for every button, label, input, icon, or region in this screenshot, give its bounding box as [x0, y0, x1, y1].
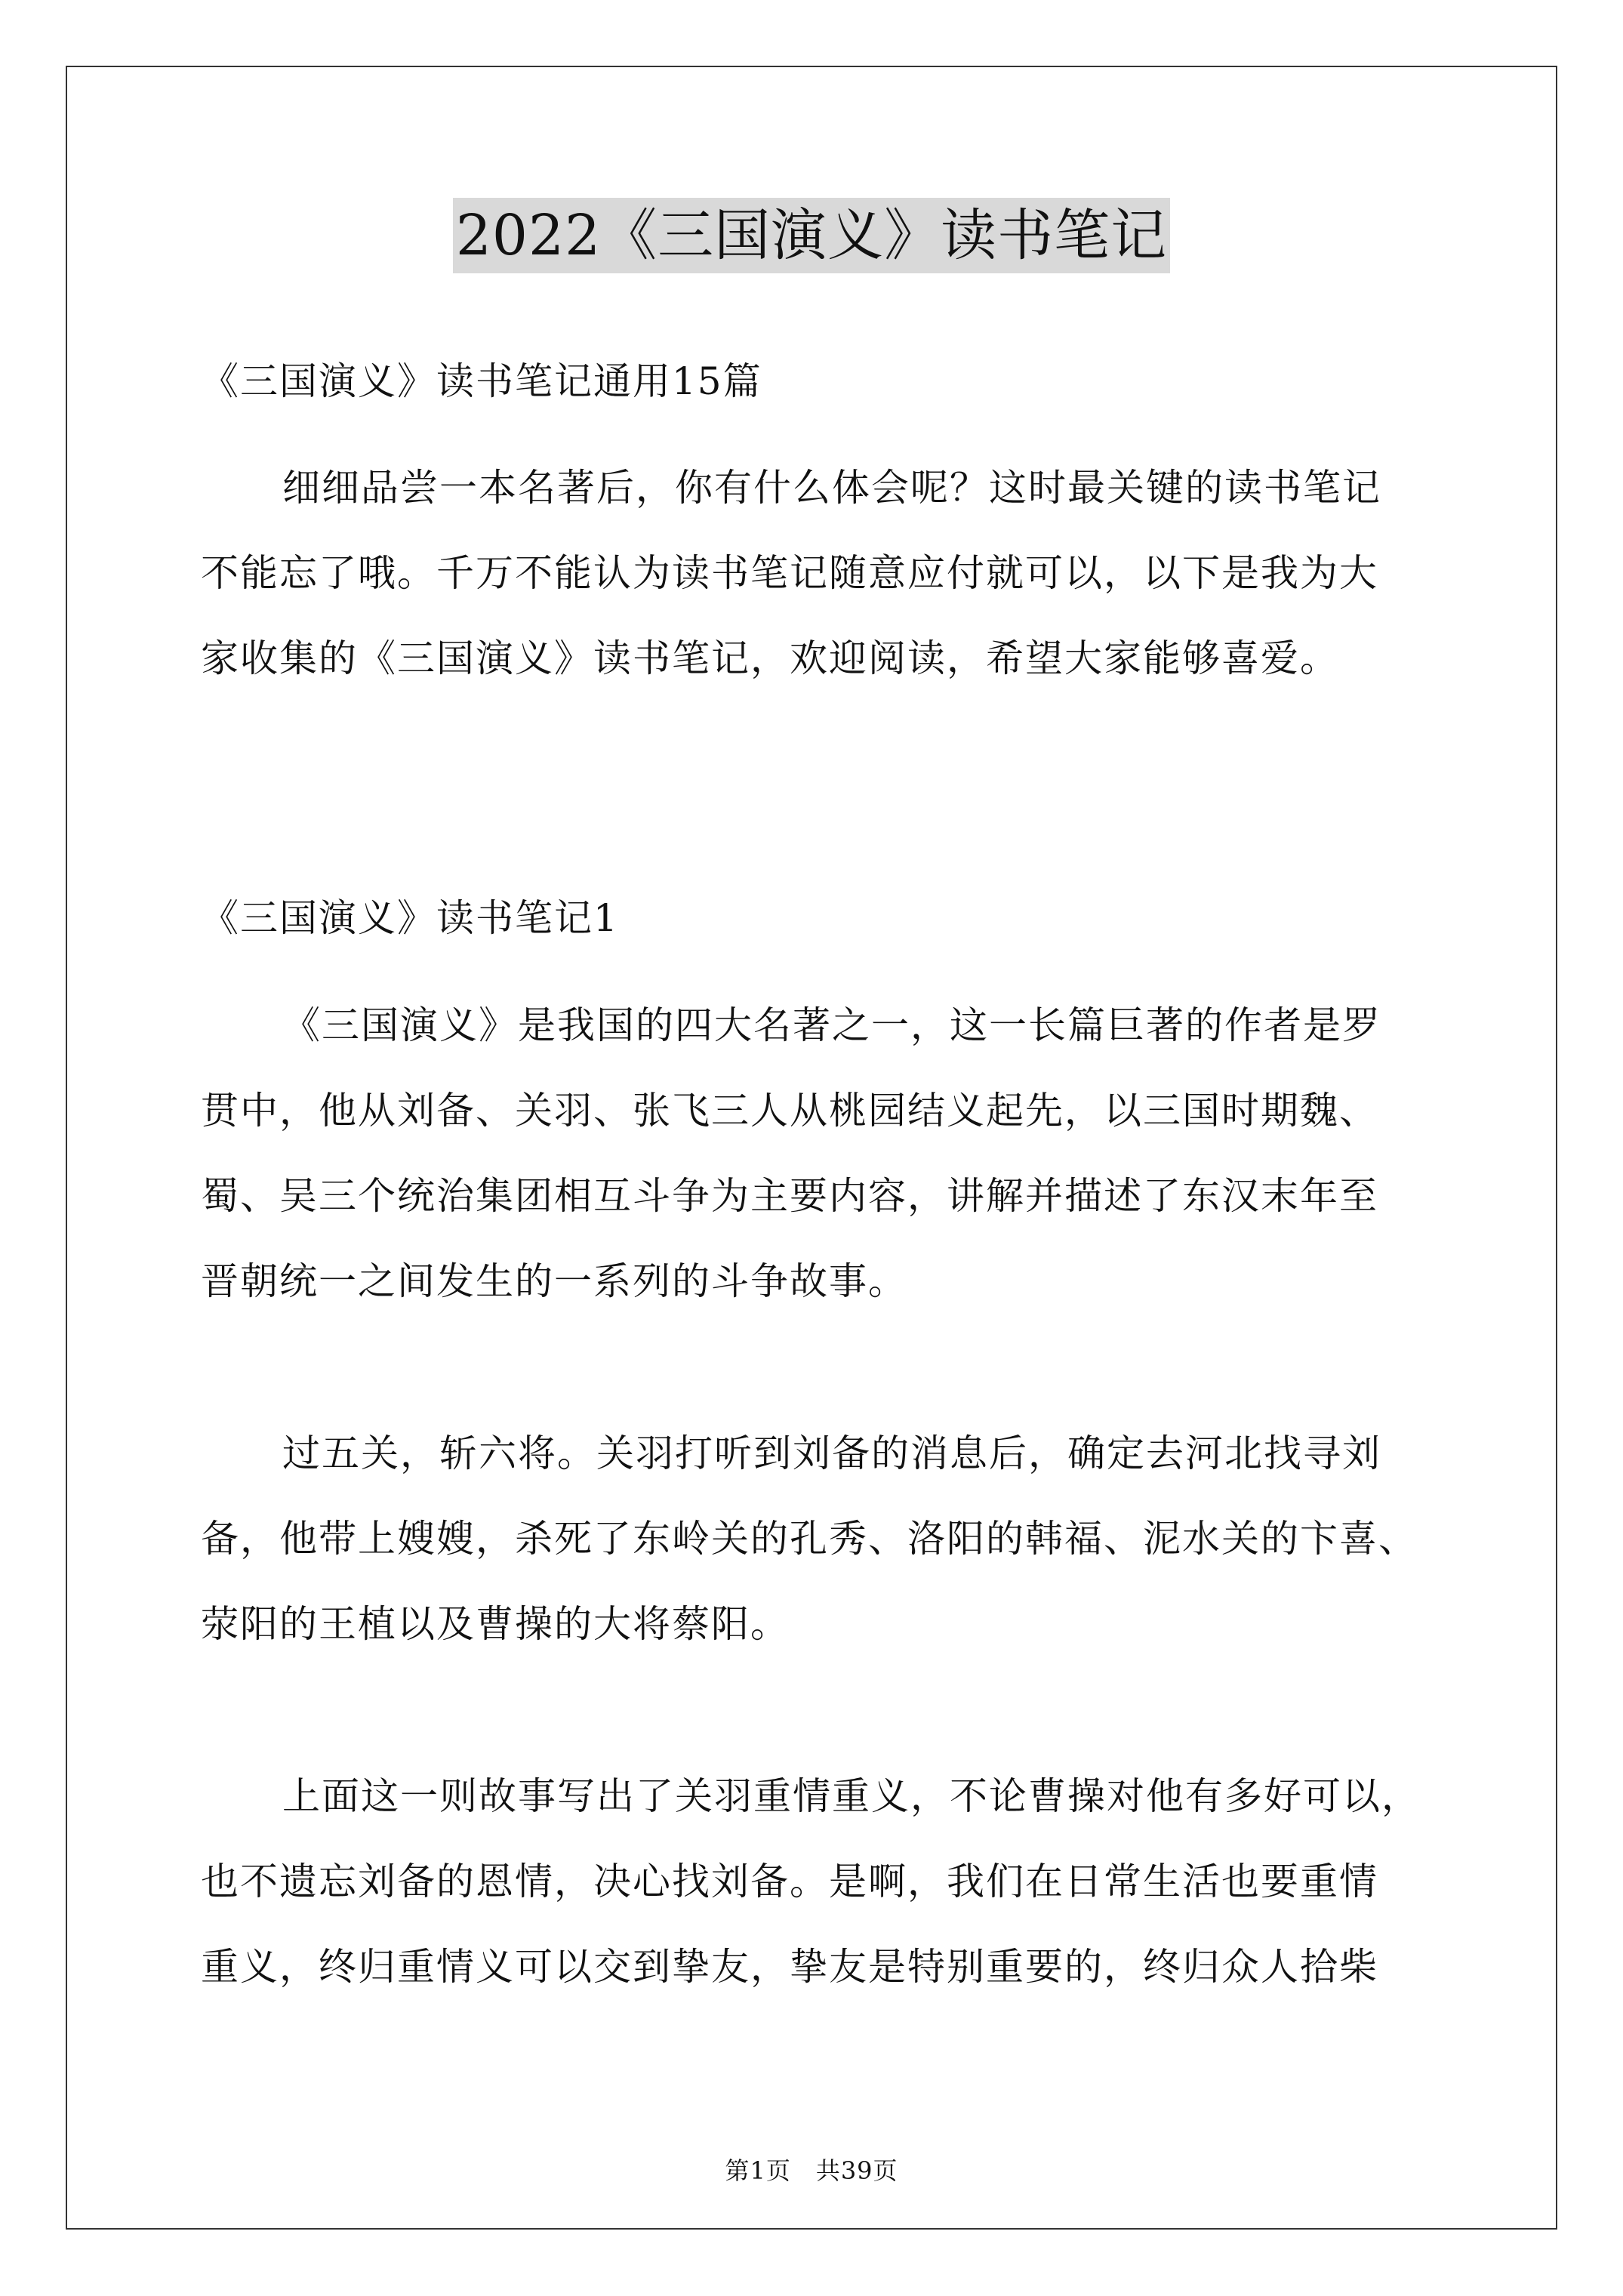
- paragraph-1: [201, 983, 1439, 1324]
- paragraph-line: 上面这一则故事写出了关羽重情重义，不论曹操对他有多好可以，: [282, 1774, 1421, 1818]
- section-heading: 《三国演义》读书笔记1: [201, 896, 619, 940]
- paragraph-line: 也不遗忘刘备的恩情，决心找刘备。是啊，我们在日常生活也要重情: [201, 1860, 1378, 1903]
- paragraph-line: 贯中，他从刘备、关羽、张飞三人从桃园结义起先，以三国时期魏、: [201, 1089, 1378, 1133]
- paragraph-line: 《三国演义》是我国的四大名著之一，这一长篇巨著的作者是罗: [282, 1003, 1381, 1047]
- document-subtitle: 《三国演义》读书笔记通用15篇: [201, 359, 762, 403]
- document-title: 2022《三国演义》读书笔记: [453, 198, 1170, 273]
- paragraph-2: [201, 1411, 1439, 1667]
- intro-line: 细细品尝一本名著后，你有什么体会呢？这时最关键的读书笔记: [282, 466, 1381, 510]
- paragraph-3: [201, 1754, 1439, 2010]
- page-footer: 第1页 共39页: [725, 2156, 898, 2185]
- paragraph-line: 备，他带上嫂嫂，杀死了东岭关的孔秀、洛阳的韩福、泥水关的卞喜、: [201, 1517, 1418, 1561]
- paragraph-line: 晋朝统一之间发生的一系列的斗争故事。: [201, 1259, 907, 1303]
- paragraph-line: 重义，终归重情义可以交到挚友，挚友是特别重要的，终归众人拾柴: [201, 1945, 1378, 1989]
- title-container: [0, 198, 1623, 273]
- paragraph-line: 过五关，斩六将。关羽打听到刘备的消息后，确定去河北找寻刘: [282, 1432, 1381, 1475]
- intro-line: 家收集的《三国演义》读书笔记，欢迎阅读，希望大家能够喜爱。: [201, 636, 1339, 680]
- intro-line: 不能忘了哦。千万不能认为读书笔记随意应付就可以，以下是我为大: [201, 551, 1378, 595]
- intro-paragraph: [201, 445, 1439, 701]
- paragraph-line: 蜀、吴三个统治集团相互斗争为主要内容，讲解并描述了东汉末年至: [201, 1174, 1378, 1218]
- paragraph-line: 荥阳的王植以及曹操的大将蔡阳。: [201, 1602, 790, 1646]
